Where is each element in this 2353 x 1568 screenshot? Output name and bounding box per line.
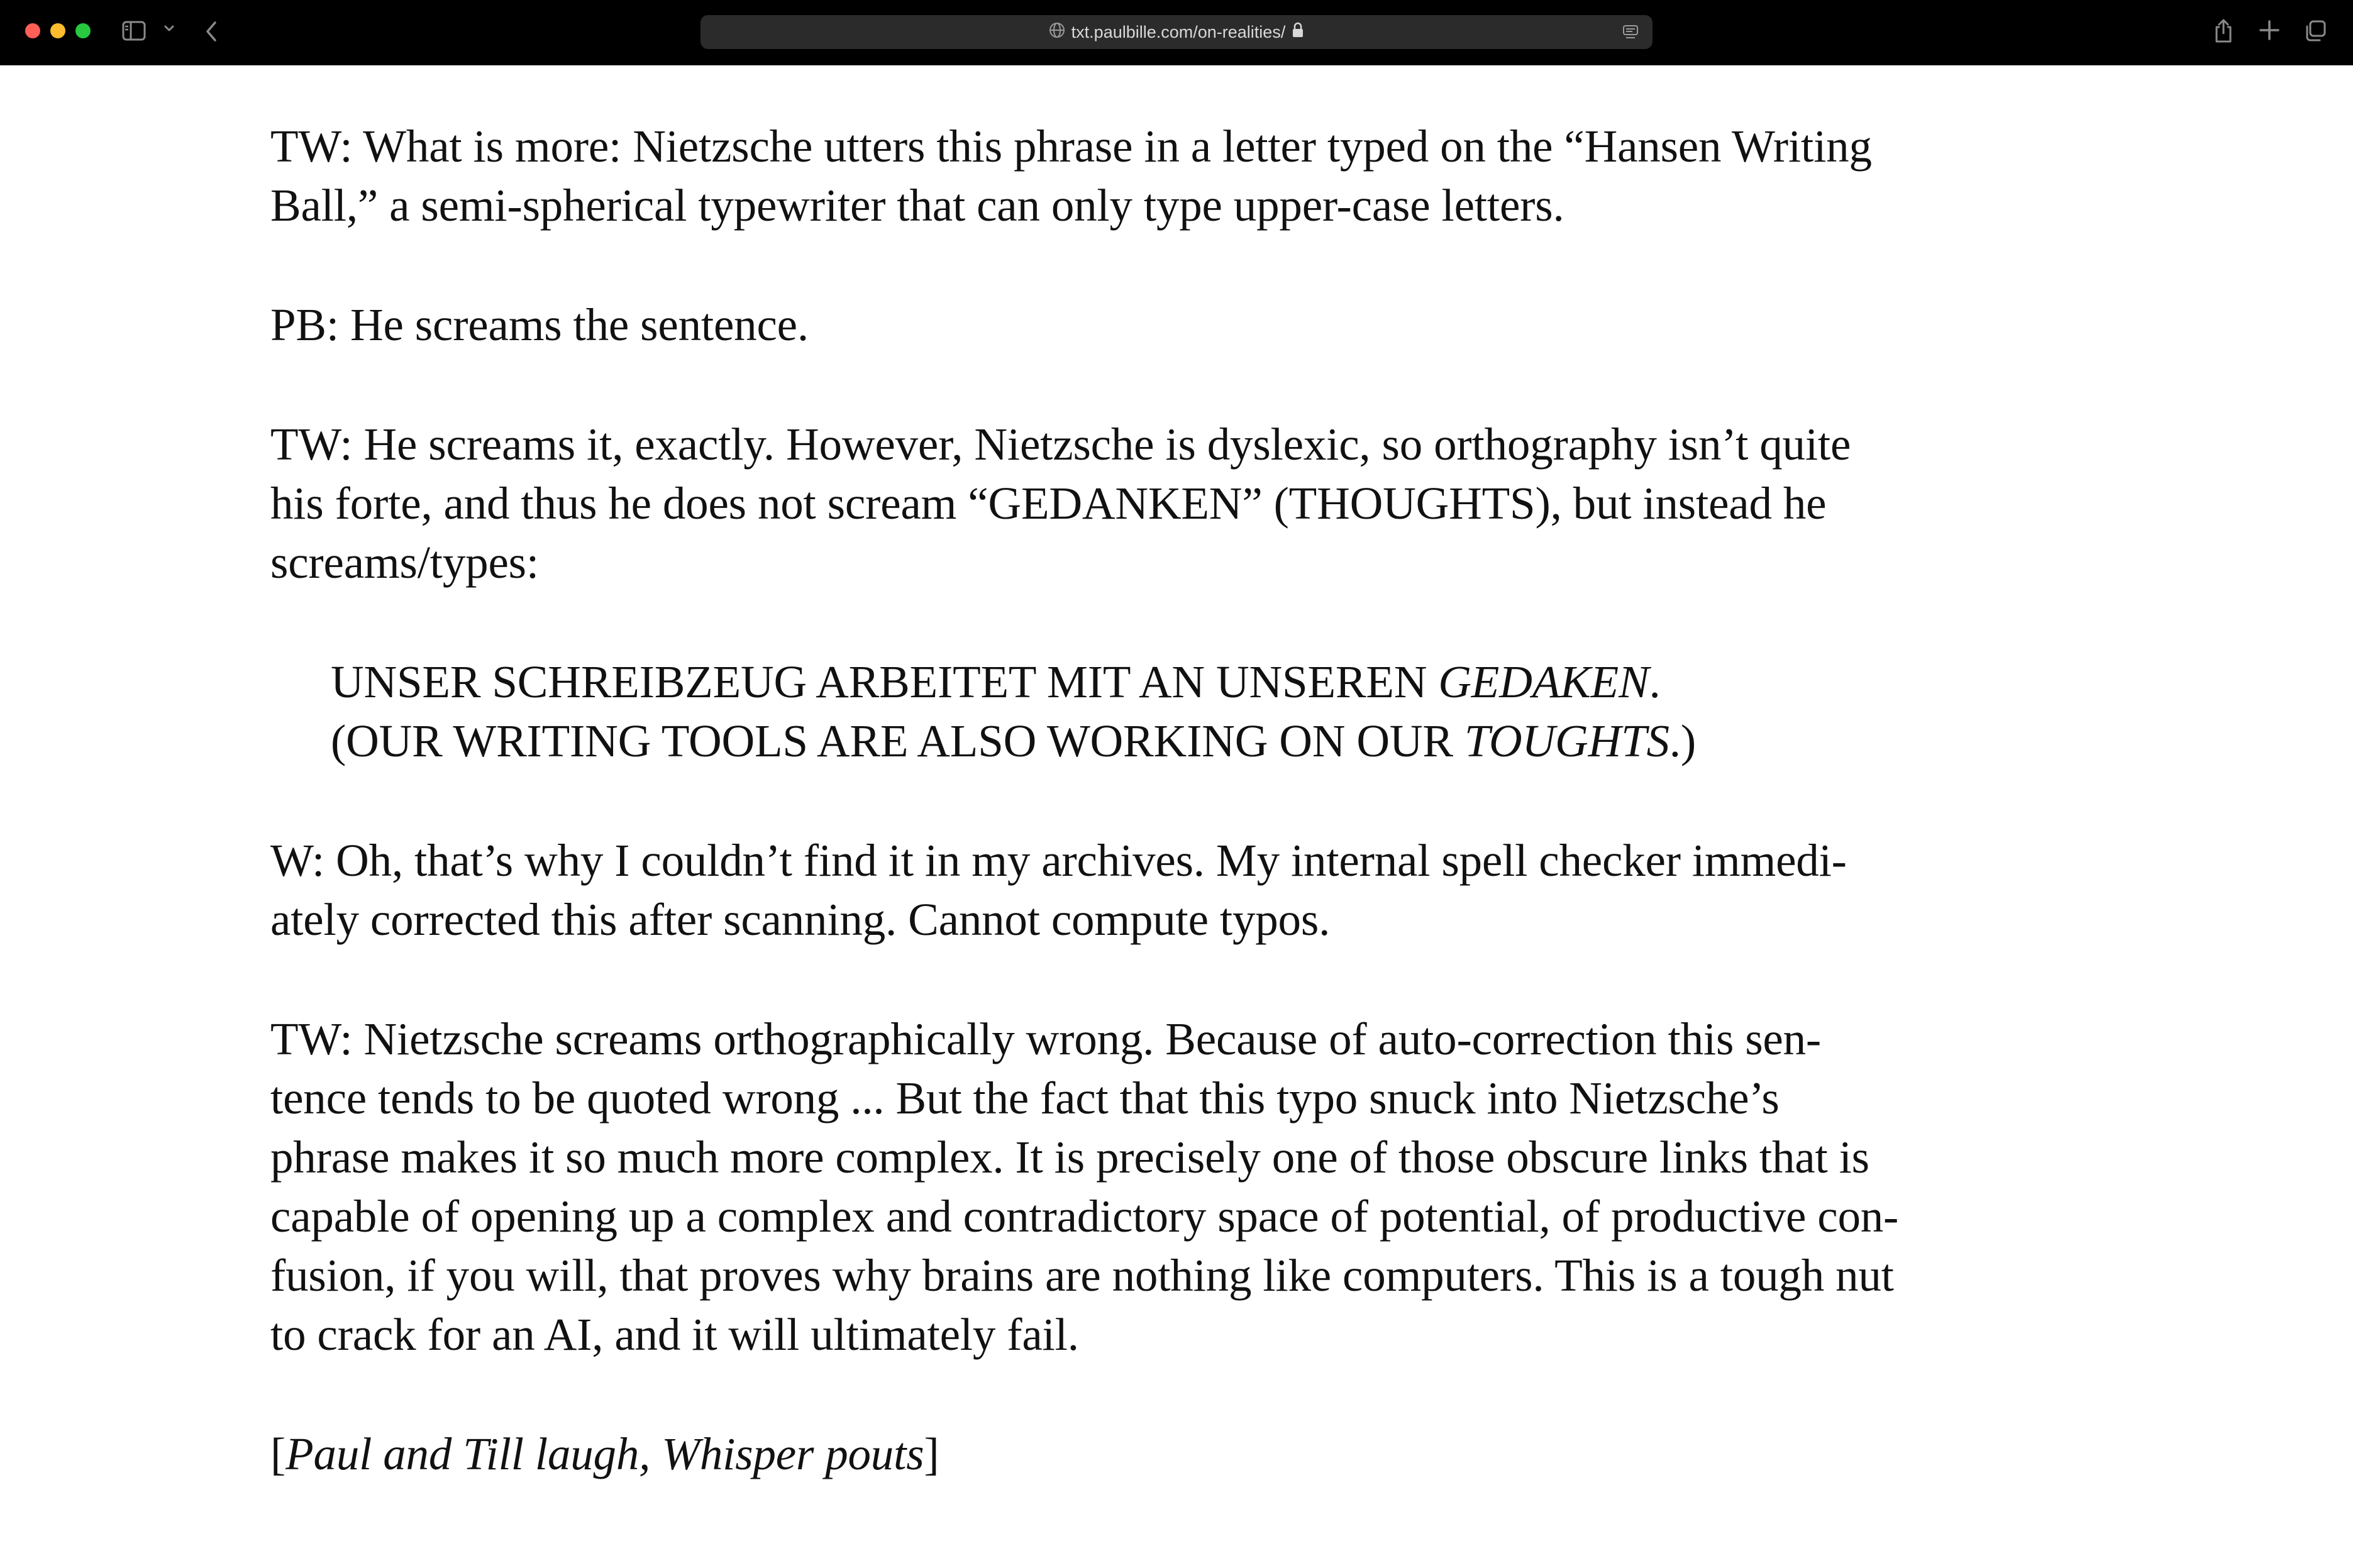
line: Ball,” a semi-spherical typewriter that can only type upper-case letters. [270, 180, 1564, 231]
line: phrase makes it so much more complex. It is precisely one of those obscure links that is [270, 1132, 1869, 1183]
line: PB: He screams the sentence. [270, 299, 809, 350]
quote-text: . [1649, 656, 1661, 707]
stage-direction [270, 1425, 2119, 1484]
line: TW: He screams it, exactly. However, Nietzsche is dyslexic, so orthography isn’t quite [270, 419, 1851, 470]
line: W: Oh, that’s why I couldn’t find it in my archives. My internal spell checker immedi- [270, 835, 1847, 886]
paragraph-tw-1 [270, 117, 2119, 235]
line: his forte, and thus he does not scream “GEDANKEN” (THOUGHTS), but instead he [270, 478, 1827, 529]
stage-direction-text: Paul and Till laugh, Whisper pouts [285, 1428, 924, 1479]
paragraph-w-1 [270, 831, 2119, 949]
share-icon[interactable] [2213, 18, 2234, 47]
globe-icon [1049, 22, 1065, 43]
quote-emphasis: TOUGHTS [1464, 715, 1669, 766]
url-text[interactable]: txt.paulbille.com/on-realities/ [1071, 22, 1286, 41]
paragraph-tw-2 [270, 415, 2119, 592]
sidebar-icon[interactable] [122, 21, 146, 44]
bracket-close: ] [924, 1428, 939, 1479]
maximize-window-button[interactable] [75, 23, 91, 38]
lock-icon [1292, 22, 1304, 43]
line: fusion, if you will, that proves why brains are nothing like computers. This is a tough nut [270, 1250, 1894, 1301]
reader-icon[interactable] [1622, 25, 1639, 43]
line: tence tends to be quoted wrong ... But the fact that this typo snuck into Nietzsche’s [270, 1073, 1780, 1124]
paragraph-tw-3 [270, 1010, 2119, 1364]
line: TW: Nietzsche screams orthographically wrong. Because of auto-correction this sen- [270, 1013, 1822, 1064]
line: TW: What is more: Nietzsche utters this phrase in a letter typed on the “Hansen Writing [270, 121, 1872, 172]
back-icon[interactable] [204, 20, 219, 46]
quote-text: .) [1669, 715, 1696, 766]
line: capable of opening up a complex and contradictory space of potential, of productive con- [270, 1191, 1899, 1242]
quote-emphasis: GEDAKEN [1438, 656, 1649, 707]
chevron-down-icon[interactable] [163, 24, 175, 36]
line: screams/types: [270, 537, 539, 588]
quote-text: (OUR WRITING TOOLS ARE ALSO WORKING ON OUR [331, 715, 1464, 766]
bracket-open: [ [270, 1428, 286, 1479]
minimize-window-button[interactable] [50, 23, 65, 38]
tab-overview-icon[interactable] [2304, 19, 2327, 45]
line: ately corrected this after scanning. Cannot compute typos. [270, 894, 1331, 945]
line: to crack for an AI, and it will ultimately fail. [270, 1309, 1079, 1360]
close-window-button[interactable] [25, 23, 40, 38]
quote-text: UNSER SCHREIBZEUG ARBEITET MIT AN UNSEREN [331, 656, 1439, 707]
new-tab-icon[interactable] [2259, 19, 2280, 44]
article-body [270, 117, 2119, 1484]
paragraph-pb-1 [270, 295, 2119, 355]
block-quote [331, 653, 2119, 771]
browser-toolbar [0, 0, 2353, 65]
address-bar[interactable] [700, 15, 1653, 49]
